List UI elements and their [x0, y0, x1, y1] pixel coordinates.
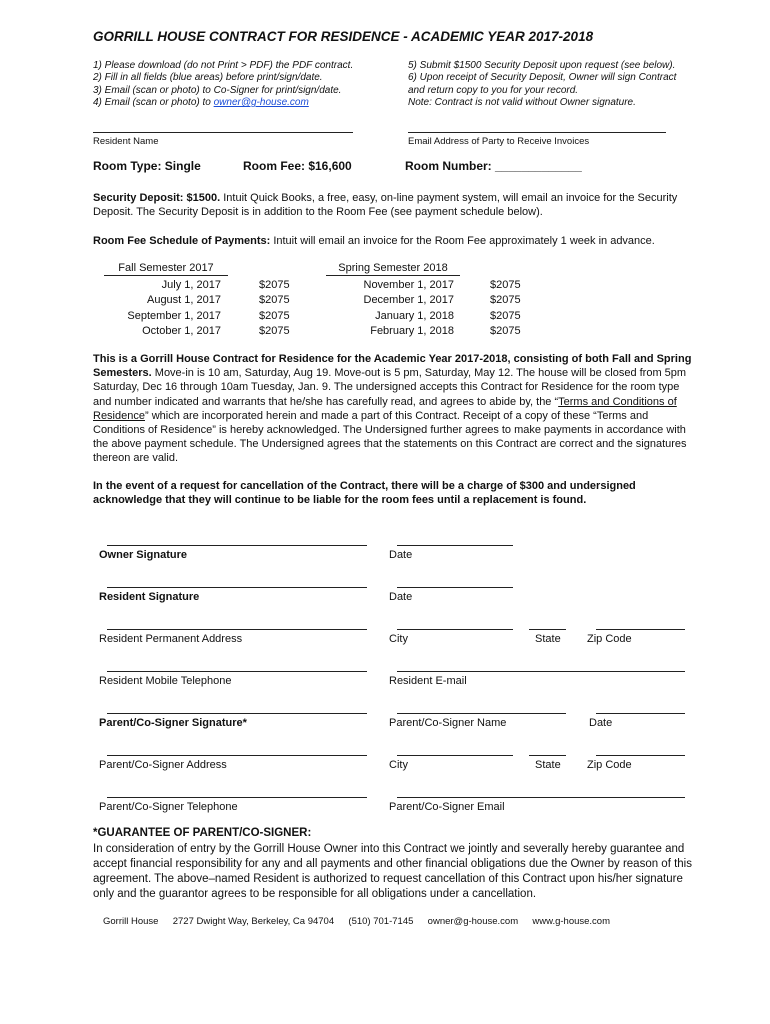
footer-phone: (510) 701-7145 — [348, 916, 414, 927]
instruction-5: 5) Submit $1500 Security Deposit upon request (see below). — [408, 60, 676, 71]
city2-label: City — [389, 759, 408, 771]
footer — [103, 916, 610, 927]
cosigner-telephone-line[interactable] — [107, 797, 367, 798]
spring-date-3: January 1, 2018 — [375, 310, 454, 322]
city1-line[interactable] — [397, 629, 513, 630]
instruction-6: 6) Upon receipt of Security Deposit, Owner will sign Contract — [408, 72, 677, 84]
spring-amount-2: $2075 — [490, 294, 521, 306]
security-deposit-paragraph — [93, 191, 693, 219]
state2-label: State — [535, 759, 561, 771]
spring-semester-heading: Spring Semester 2018 — [326, 262, 460, 276]
resident-name-line[interactable] — [93, 132, 353, 133]
document-title: GORRILL HOUSE CONTRACT FOR RESIDENCE - ACADEMIC YEAR 2017-2018 — [93, 29, 594, 44]
instruction-4 — [93, 97, 353, 109]
resident-signature-line[interactable] — [107, 587, 367, 588]
city1-label: City — [389, 633, 408, 645]
fall-date-4: October 1, 2017 — [142, 325, 221, 337]
spring-date-2: December 1, 2017 — [363, 294, 454, 306]
fall-semester-heading: Fall Semester 2017 — [104, 262, 228, 276]
date1-label: Date — [389, 549, 413, 561]
email-invoices-label: Email Address of Party to Receive Invoices — [408, 136, 590, 147]
state2-line[interactable] — [529, 755, 566, 756]
owner-signature-line[interactable] — [107, 545, 367, 546]
spring-amount-3: $2075 — [490, 310, 521, 322]
instruction-2: 2) Fill in all fields (blue areas) before print/sign/date. — [93, 72, 323, 84]
room-number[interactable]: Room Number: _____________ — [405, 159, 582, 173]
fee-schedule-text: Intuit will email an invoice for the Room Fee approximately 1 week in advance. — [270, 235, 655, 247]
fall-amount-1: $2075 — [259, 279, 290, 291]
resident-signature-label: Resident Signature — [99, 591, 200, 603]
footer-address: 2727 Dwight Way, Berkeley, Ca 94704 — [172, 916, 335, 927]
spring-date-4: February 1, 2018 — [370, 325, 454, 337]
spring-amount-4: $2075 — [490, 325, 521, 337]
instruction-note: Note: Contract is not valid without Owner signature. — [408, 97, 636, 109]
cosigner-name-line[interactable] — [397, 713, 566, 714]
contract-bold-intro: This is a Gorrill House Contract for Residence for the Academic Year 2017-2018, consisting of both Fall and Spring Semesters. — [93, 353, 692, 380]
footer-email[interactable]: owner@g-house.com — [427, 916, 519, 927]
resident-email-line[interactable] — [397, 671, 685, 672]
cosigner-telephone-label: Parent/Co-Signer Telephone — [99, 801, 238, 813]
fall-amount-3: $2075 — [259, 310, 290, 322]
email-invoices-line[interactable] — [408, 132, 666, 133]
date3-label: Date — [589, 717, 613, 729]
room-type: Room Type: Single — [93, 159, 201, 173]
cosigner-name-label: Parent/Co-Signer Name — [389, 717, 507, 729]
zip2-line[interactable] — [596, 755, 685, 756]
guarantee-text: In consideration of entry by the Gorrill House Owner into this Contract we jointly and severally hereby guarantee and accept financial responsibility for any and all payments and other financial obligations due the Owner by reason of this agreement. The above–named Resident is authorized to request cancellation of this Contract upon his/her signature only and the guarantor agrees to be responsible for all obligations under a cancellation. — [93, 843, 692, 900]
fall-date-2: August 1, 2017 — [146, 294, 221, 306]
terms-link[interactable]: Terms and Conditions of Residence — [93, 395, 677, 422]
instruction-1: 1) Please download (do not Print > PDF) the PDF contract. — [93, 60, 354, 71]
instructions-right — [408, 60, 676, 110]
contract-paragraph — [93, 352, 693, 466]
date3-line[interactable] — [596, 713, 685, 714]
date2-line[interactable] — [397, 587, 513, 588]
instruction-3: 3) Email (scan or photo) to Co-Signer for print/sign/date. — [93, 84, 342, 96]
date2-label: Date — [389, 591, 413, 603]
permanent-address-line[interactable] — [107, 629, 367, 630]
guarantee-heading: *GUARANTEE OF PARENT/CO-SIGNER: — [93, 827, 312, 839]
cosigner-address-label: Parent/Co-Signer Address — [99, 759, 227, 771]
footer-web[interactable]: www.g-house.com — [532, 916, 611, 927]
footer-name: Gorrill House — [103, 916, 159, 927]
cosigner-address-line[interactable] — [107, 755, 367, 756]
spring-amount-1: $2075 — [490, 279, 521, 291]
instruction-4-prefix: 4) Email (scan or photo) to — [93, 97, 214, 109]
fall-date-3: September 1, 2017 — [127, 310, 221, 322]
room-fee: Room Fee: $16,600 — [243, 159, 352, 173]
security-deposit-text: Intuit Quick Books, a free, easy, on-line payment system, will email an invoice for the Security Deposit. The Security Deposit is in addition to the Room Fee (see payment schedule below). — [93, 192, 678, 219]
security-deposit-label: Security Deposit: $1500. — [93, 192, 221, 204]
zip1-line[interactable] — [596, 629, 685, 630]
cosigner-email-line[interactable] — [397, 797, 685, 798]
zip2-label: Zip Code — [587, 759, 632, 771]
state1-label: State — [535, 633, 561, 645]
mobile-line[interactable] — [107, 671, 367, 672]
instruction-6-cont: and return copy to you for your record. — [408, 84, 579, 96]
fall-amount-4: $2075 — [259, 325, 290, 337]
owner-email-link[interactable]: owner@g-house.com — [213, 97, 309, 109]
cosigner-signature-line[interactable] — [107, 713, 367, 714]
cancellation-paragraph: In the event of a request for cancellation of the Contract, there will be a charge of $300 and undersigned acknowledge that they will continue to be liable for the room fees until a replacement is found. — [93, 480, 636, 507]
fee-schedule-paragraph — [93, 234, 655, 248]
owner-signature-label: Owner Signature — [99, 549, 188, 561]
mobile-label: Resident Mobile Telephone — [99, 675, 232, 687]
instructions-left — [93, 60, 353, 110]
cosigner-signature-label: Parent/Co-Signer Signature* — [99, 717, 247, 729]
fall-amount-2: $2075 — [259, 294, 290, 306]
fee-schedule-label: Room Fee Schedule of Payments: — [93, 235, 271, 247]
contract-text-1: Move-in is 10 am, Saturday, Aug 19. Move-out is 5 pm, Saturday, May 12. The house will be closed from 5pm Saturday, Dec 16 through 10am Tuesday, Jan. 9. The undersigned accepts this Contract for Residence for the room type and number indicated and warrants that he/she has carefully read, and agrees to abide by, the “ — [93, 367, 687, 408]
zip1-label: Zip Code — [587, 633, 632, 645]
fall-date-1: July 1, 2017 — [161, 279, 221, 291]
resident-email-label: Resident E-mail — [389, 675, 467, 687]
state1-line[interactable] — [529, 629, 566, 630]
spring-date-1: November 1, 2017 — [363, 279, 454, 291]
date1-line[interactable] — [397, 545, 513, 546]
permanent-address-label: Resident Permanent Address — [99, 633, 243, 645]
contract-text-2: ” which are incorporated herein and made a part of this Contract. Receipt of a copy of these “Terms and Conditions of Residence” is hereby acknowledged. The Undersigned further agrees to make payments in accordance with the above payment schedule. The Undersigned agrees that the statements on this Contract are correct and the signatures thereon are valid. — [93, 409, 687, 465]
city2-line[interactable] — [397, 755, 513, 756]
resident-name-label: Resident Name — [93, 136, 159, 147]
cosigner-email-label: Parent/Co-Signer Email — [389, 801, 505, 813]
